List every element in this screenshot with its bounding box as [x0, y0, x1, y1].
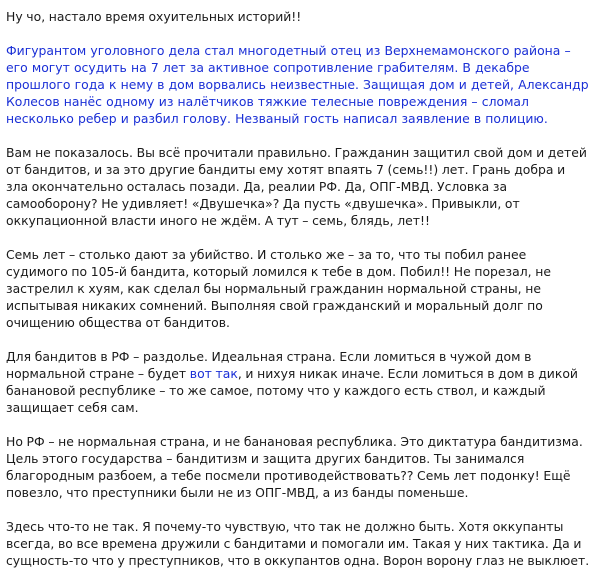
- paragraph-4-text-after: , и нихуя никак иначе. Если ломиться в дом в дикой банановой республике – то же самое, потому что у каждого есть ствол, и каждый защищает себя сам.: [6, 366, 578, 415]
- paragraph-2: Вам не показалось. Вы всё прочитали правильно. Гражданин защитил свой дом и детей от бандитов, и за это другие бандиты ему хотят впаять 7 (семь!!) лет. Грань добра и зла окончательно осталась позади. Да, реалии РФ. Да, ОПГ-МВД. Условка за самооборону? Не удивляет! «Двушечка»? Да пусть «двушечка». Привыкли, от оккупационной власти иного не ждём. А тут – семь, блядь, лет!!: [6, 145, 587, 228]
- intro-paragraph: Ну чо, настало время охуительных историй!!: [6, 9, 302, 24]
- paragraph-5: Но РФ – не нормальная страна, и не банановая республика. Это диктатура бандитизма. Цель этого государства – бандитизм и защита других бандитов. Ты занимался благородным разбоем, а тебе посмели противодействовать?? Семь лет подонку! Ещё повезло, что преступники были не из ОПГ-МВД, а из банды поменьше.: [6, 434, 583, 500]
- paragraph-4: [6, 348, 590, 416]
- paragraph-6: Здесь что-то не так. Я почему-то чувствую, что так не должно быть. Хотя оккупанты всегда, во все времена дружили с бандитами и помогали им. Такая у них тактика. Да и сущность-то что у преступников, что в оккупантов одна. Ворон ворону глаз не выклюет.: [6, 519, 590, 568]
- paragraph-3: Семь лет – столько дают за убийство. И столько же – за то, что ты побил ранее судимого по 105-й бандита, который ломился к тебе в дом. Побил!! Не порезал, не застрелил к хуям, как сделал бы нормальный гражданин нормальной страны, не испытывая никаких сомнений. Выполняя свой гражданский и моральный долг по очищению общества от бандитов.: [6, 247, 551, 330]
- article-body: [6, 8, 590, 586]
- paragraph-4-text-before: Для бандитов в РФ – раздолье. Идеальная страна. Если ломиться в чужой дом в нормальной стране – будет: [6, 349, 532, 381]
- news-quote-paragraph: Фигурантом уголовного дела стал многодетный отец из Верхнемамонского района – его могут осудить на 7 лет за активное сопротивление грабителям. В декабре прошлого года к нему в дом ворвались неизвестные. Защищая дом и детей, Александр Колесов нанёс одному из налётчиков тяжкие телесные повреждения – сломал несколько ребер и разбил голову. Незваный гость написал заявление в полицию.: [6, 43, 589, 126]
- vot-tak-link[interactable]: вот так: [189, 366, 238, 381]
